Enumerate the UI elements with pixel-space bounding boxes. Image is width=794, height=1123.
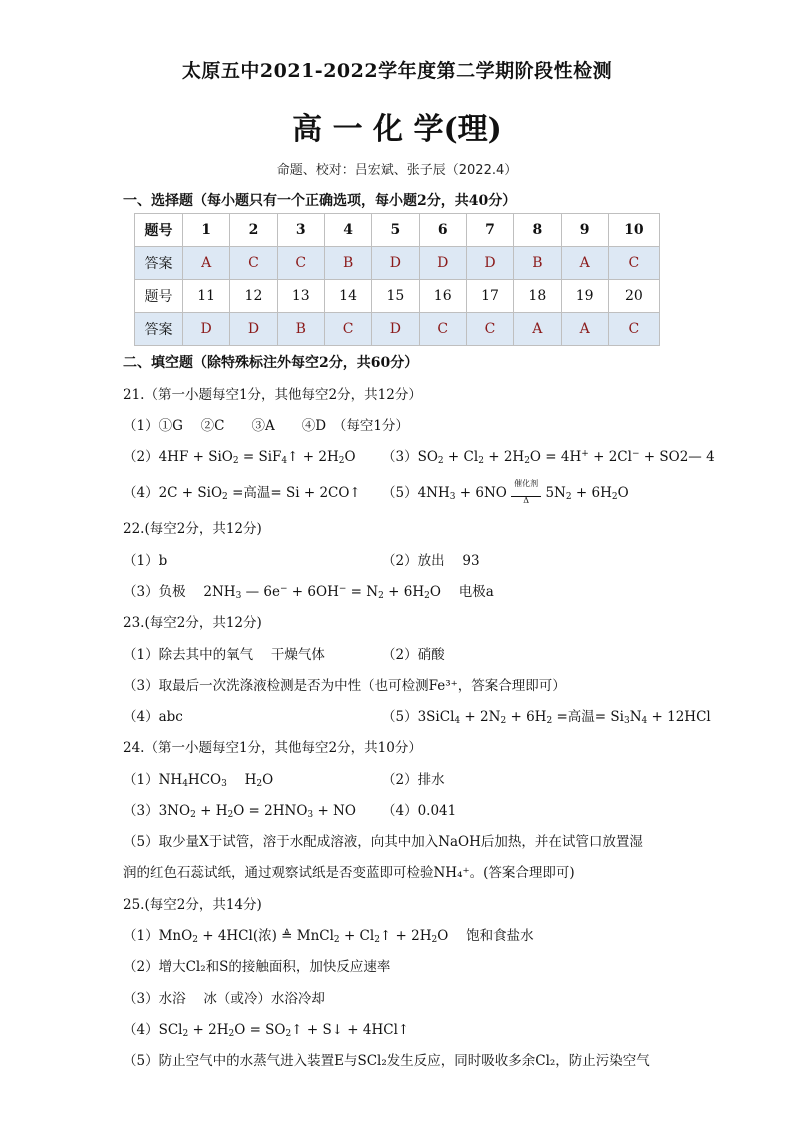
- answer-cell: A: [561, 313, 608, 346]
- q-number: 9: [561, 214, 608, 247]
- q-number: 18: [514, 280, 561, 313]
- answer-cell: C: [324, 313, 371, 346]
- q22-part2: （2）放出 93: [382, 553, 480, 569]
- q-number: 8: [514, 214, 561, 247]
- section2-heading: 二、填空题（除特殊标注外每空2分，共60分）: [123, 355, 419, 371]
- answer-table: [134, 213, 660, 346]
- answer-cell: A: [561, 247, 608, 280]
- exam-title: 太原五中2021-2022学年度第二学期阶段性检测: [181, 60, 613, 82]
- q24-part5-line2: 润的红色石蕊试纸，通过观察试纸是否变蓝即可检验NH₄⁺。(答案合理即可): [123, 865, 575, 881]
- q21-part3: $(3)SO_2 + Cl_2 + 2H_2O = 4H^+ + 2Cl^-$ + SO2— 4: [382, 449, 715, 466]
- q21-part4: （4）2C + SiO$_2$ =高温= Si + 2CO↑: [123, 485, 361, 502]
- answer-cell: C: [277, 247, 324, 280]
- q23-part2: （2）硝酸: [382, 647, 445, 663]
- q24-part2: （2）排水: [382, 772, 445, 788]
- q24-part1: $(1)NH_4HCO_3$ $H_2O$: [123, 772, 274, 789]
- answer-cell: D: [419, 247, 466, 280]
- q-number: 15: [372, 280, 419, 313]
- q22-part1: （1）b: [123, 553, 168, 569]
- q-number: 3: [277, 214, 324, 247]
- q23-part1: （1）除去其中的氧气 干燥气体: [123, 647, 325, 663]
- q25-heading: 25.(每空2分，共14分): [123, 897, 262, 913]
- row-label-number: 题号: [135, 214, 183, 247]
- answer-cell: B: [277, 313, 324, 346]
- q-number: 19: [561, 280, 608, 313]
- q21-part2: （2）4HF + SiO$_2$ = SiF$_4$↑ + $2H_2O$: [123, 449, 356, 466]
- answer-cell: D: [230, 313, 277, 346]
- q-number: 20: [608, 280, 659, 313]
- row-label-number: 题号: [135, 280, 183, 313]
- q-number: 17: [466, 280, 513, 313]
- q-number: 12: [230, 280, 277, 313]
- catalyst-arrow: 催化剂 Δ: [511, 489, 541, 497]
- q21-heading: 21.（第一小题每空1分，其他每空2分，共12分）: [123, 387, 422, 403]
- q-number: 5: [372, 214, 419, 247]
- answer-cell: D: [372, 313, 419, 346]
- q-number: 14: [324, 280, 371, 313]
- answer-cell: D: [372, 247, 419, 280]
- answer-cell: D: [183, 313, 230, 346]
- q-number: 13: [277, 280, 324, 313]
- q22-part3: （3）负极 $2NH_3$ — $6e^- + 6OH^- = N_2 + 6H_2O$ 电极a: [123, 584, 494, 601]
- q-number: 16: [419, 280, 466, 313]
- q21-part5: $(5)4NH_3 + 6NO$ 催化剂 Δ $5N_2 + 6H_2O$: [382, 479, 629, 505]
- q24-part5-line1: （5）取少量X于试管，溶于水配成溶液，向其中加入NaOH后加热，并在试管口放置湿: [123, 834, 643, 850]
- q-number: 11: [183, 280, 230, 313]
- q-number: 10: [608, 214, 659, 247]
- answer-cell: C: [230, 247, 277, 280]
- row-label-answer: 答案: [135, 247, 183, 280]
- section1-heading: 一、选择题（每小题只有一个正确选项，每小题2分，共40分）: [123, 193, 517, 209]
- q-number: 1: [183, 214, 230, 247]
- q25-part5: （5）防止空气中的水蒸气进入装置E与SCl₂发生反应，同时吸收多余Cl₂，防止污染空气: [123, 1053, 650, 1069]
- q25-part3: （3）水浴 冰（或冷）水浴冷却: [123, 991, 325, 1007]
- authors-line: 命题、校对：吕宏斌、张子辰（2022.4）: [276, 163, 518, 178]
- q22-heading: 22.(每空2分，共12分): [123, 521, 262, 537]
- answer-cell: A: [514, 313, 561, 346]
- answer-cell: A: [183, 247, 230, 280]
- q23-part3: （3）取最后一次洗涤液检测是否为中性（也可检测Fe³⁺，答案合理即可）: [123, 678, 566, 694]
- q-number: 6: [419, 214, 466, 247]
- answer-cell: B: [324, 247, 371, 280]
- q24-part3: $(3)3NO_2 + H_2O = 2HNO_3$ + NO: [123, 803, 356, 820]
- answer-cell: B: [514, 247, 561, 280]
- answer-cell: C: [608, 313, 659, 346]
- q24-part4: （4）0.041: [382, 803, 457, 819]
- q-number: 7: [466, 214, 513, 247]
- q24-heading: 24.（第一小题每空1分，其他每空2分，共10分）: [123, 740, 422, 756]
- answer-cell: C: [466, 313, 513, 346]
- q21-part1: （1）①G ②C ③A ④D （每空1分）: [123, 418, 409, 434]
- q25-part1: （1）MnO$_2$ + 4HCl(浓) ≜ MnCl$_2$ + $Cl_2↑ + 2H_2O$ 饱和食盐水: [123, 928, 534, 945]
- answer-cell: D: [466, 247, 513, 280]
- q23-heading: 23.(每空2分，共12分): [123, 615, 262, 631]
- subject-title: 高 一 化 学(理): [292, 112, 502, 147]
- q25-part4: $(4)SCl_2 + 2H_2O$ = $SO_2↑$ + S↓ + 4HCl↑: [123, 1022, 410, 1039]
- q23-part4: （4）abc: [123, 709, 183, 725]
- answer-cell: C: [608, 247, 659, 280]
- row-label-answer: 答案: [135, 313, 183, 346]
- q-number: 2: [230, 214, 277, 247]
- q25-part2: （2）增大Cl₂和S的接触面积，加快反应速率: [123, 959, 391, 975]
- q23-part5: （5）3SiCl$_4$ + $2N_2 + 6H_2$ =高温= $Si_3N_4 + 12HCl$: [382, 709, 711, 726]
- answer-cell: C: [419, 313, 466, 346]
- q-number: 4: [324, 214, 371, 247]
